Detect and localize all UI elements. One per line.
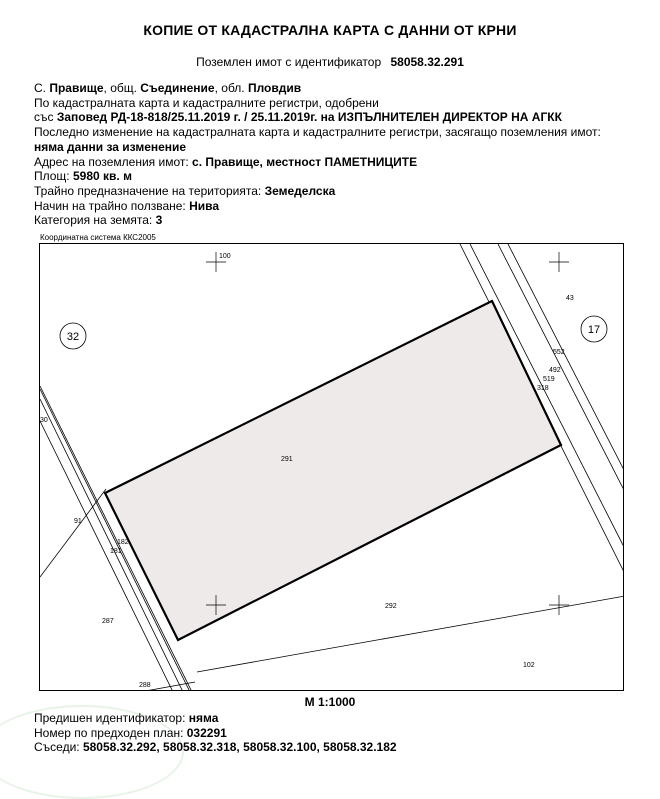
map-scale: М 1:1000 [304,695,356,709]
map-drawing [40,244,624,691]
location-prefix: С. [34,81,50,95]
order-prefix: със [34,110,57,125]
label-291: 291 [281,456,293,463]
approved-line: По кадастралната карта и кадастралните регистри, одобрени [34,95,379,110]
prev-plan-label: Номер по предходен план: [34,725,187,740]
cadastral-map [39,243,624,691]
area-label: Площ: [34,169,73,184]
province-name: Пловдив [247,81,302,95]
label-181: 181 [110,548,122,555]
province-prefix: , обл. [214,81,248,95]
prev-id-line [34,711,397,726]
usage-label: Начин на трайно ползване: [34,198,190,213]
boundary-1 [40,489,106,577]
purpose-value: Земеделска [264,183,336,198]
prev-plan-value: 032291 [186,725,227,740]
category-label: Категория на земята: [34,213,156,228]
coordinate-system-label: Координатна система ККС2005 [40,233,156,242]
last-change-value: няма данни за изменение [34,139,187,154]
municipality-name: Съединение [140,81,215,95]
identifier-value: 58058.32.291 [390,55,464,69]
circle-right-label: 17 [587,324,601,336]
label-292: 292 [385,603,397,610]
plot-291-polygon [105,301,561,640]
label-288: 288 [139,682,151,689]
label-102: 102 [523,662,535,669]
municipality-prefix: , общ. [103,81,141,95]
village-name: Правище [49,81,104,95]
area-line [34,169,601,184]
usage-line [34,199,601,214]
label-30: 30 [40,417,48,424]
purpose-label: Трайно предназначение на територията: [34,183,265,198]
order-line [34,110,601,125]
last-change-label: Последно изменение на кадастралната карта и кадастралните регистри, засягащо поземления имот: [34,125,601,140]
label-519: 519 [543,376,555,383]
label-91: 91 [74,518,82,525]
purpose-line [34,184,601,199]
neighbours-value: 58058.32.292, 58058.32.318, 58058.32.100, 58058.32.182 [82,740,397,755]
category-line [34,213,601,228]
prev-id-label: Предишен идентификатор: [34,711,189,725]
address-label: Адрес на поземления имот: [34,154,193,169]
label-318: 318 [537,385,549,392]
document-title: КОПИЕ ОТ КАДАСТРАЛНА КАРТА С ДАННИ ОТ КРНИ [143,22,517,38]
usage-value: Нива [189,198,220,213]
label-287: 287 [102,618,114,625]
label-492: 492 [549,367,561,374]
property-info [34,81,601,228]
label-552: 552 [553,349,565,356]
prev-id-value: няма [188,711,219,725]
category-value: 3 [155,213,163,228]
address-line [34,155,601,170]
footer-info [34,711,397,755]
neighbours-line [34,740,397,755]
location-line [34,81,601,96]
neighbours-label: Съседи: [34,740,83,755]
label-182: 182 [117,539,129,546]
address-value: с. Правище, местност ПАМЕТНИЦИТЕ [192,154,418,169]
identifier-line [0,55,660,69]
prev-plan-line [34,726,397,741]
label-43: 43 [566,295,574,302]
circle-left-label: 32 [66,331,80,343]
boundary-2 [197,596,624,672]
label-100: 100 [219,253,231,260]
area-value: 5980 кв. м [72,169,132,184]
identifier-label: Поземлен имот с идентификатор [196,55,382,69]
order-value: Заповед РД-18-818/25.11.2019 г. / 25.11.2019г. на ИЗПЪЛНИТЕЛЕН ДИРЕКТОР НА АГКК [56,110,562,125]
